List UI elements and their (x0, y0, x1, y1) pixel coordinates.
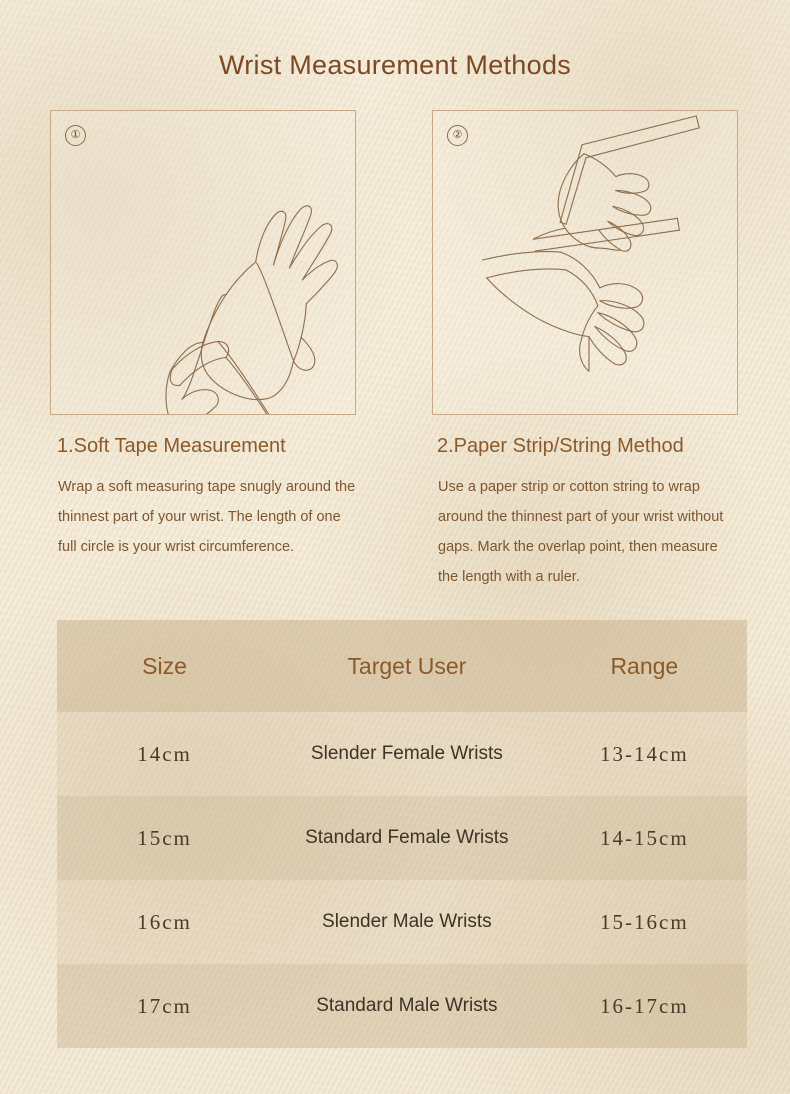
method-2-illustration-panel (432, 110, 738, 415)
cell-range: 15-16cm (600, 909, 689, 934)
method-1-heading: 1.Soft Tape Measurement (57, 435, 286, 457)
cell-target-user: Slender Male Wrists (322, 911, 492, 932)
method-1-illustration-panel (50, 110, 356, 415)
hand-with-measuring-tape-icon (51, 111, 355, 414)
cell-range: 13-14cm (600, 741, 689, 766)
cell-size: 15cm (137, 825, 192, 850)
table-row (57, 796, 747, 880)
column-header-size: Size (142, 652, 187, 679)
cell-range: 16-17cm (600, 993, 689, 1018)
cell-target-user: Standard Male Wrists (316, 995, 498, 1016)
method-1-description: Wrap a soft measuring tape snugly around the thinnest part of your wrist. The length of one full circle is your wrist circumference. (58, 479, 356, 555)
cell-range: 14-15cm (600, 825, 689, 850)
column-header-target-user: Target User (347, 652, 467, 679)
method-2-heading: 2.Paper Strip/String Method (437, 435, 684, 457)
table-header-row (57, 620, 747, 712)
column-header-range: Range (610, 652, 679, 679)
table-row (57, 964, 747, 1048)
cell-target-user: Standard Female Wrists (305, 827, 509, 848)
size-table (57, 620, 747, 1048)
method-2-badge: ② (447, 125, 468, 146)
cell-target-user: Slender Female Wrists (310, 743, 503, 764)
hand-with-paper-strip-icon (433, 111, 737, 414)
method-2-description: Use a paper strip or cotton string to wrap around the thinnest part of your wrist without gaps. Mark the overlap point, then measure the length with a ruler. (438, 479, 724, 585)
page-title: Wrist Measurement Methods (218, 50, 572, 80)
cell-size: 17cm (137, 993, 192, 1018)
cell-size: 14cm (137, 741, 192, 766)
method-1-badge: ① (65, 125, 86, 146)
cell-size: 16cm (137, 909, 192, 934)
table-row (57, 880, 747, 964)
table-row (57, 712, 747, 796)
